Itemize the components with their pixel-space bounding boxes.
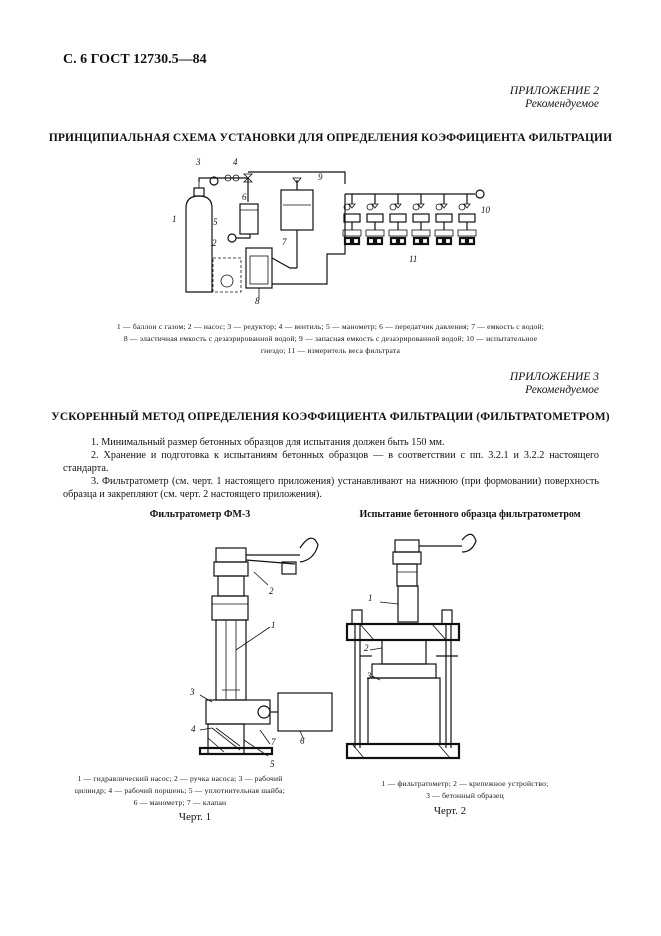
fig1-caption: 1 — гидравлический насос; 2 — ручка насоса; 3 — рабочий цилиндр; 4 — рабочий поршень; 5 — уплотнительная шайба; 6 — манометр; 7 — клапан [74, 774, 286, 807]
method-paragraph-2: 2. Хранение и подготовка к испытаниям бетонных образцов — в соответствии с пп. 3.2.1 и 3.2.2 настоящего стандарта. [63, 450, 599, 474]
scheme-label-6: 6 [242, 192, 247, 202]
method-paragraph-1: 1. Минимальный размер бетонных образцов для испытания должен быть 150 мм. [91, 437, 445, 448]
appendix-2-subtitle: Рекомендуемое [525, 98, 599, 110]
fig1-chert: Черт. 1 [178, 811, 212, 823]
scheme-label-3: 3 [196, 157, 201, 167]
fig2-label-2: 2 [364, 643, 369, 653]
method-paragraph-3: 3. Фильтратометр (см. черт. 1 настоящего приложения) устанавливают на нижнюю (при формовании) поверхность образца и закрепляют (см. черт. 2 настоящего приложения). [63, 476, 599, 500]
fig1-label-6: 6 [300, 736, 305, 746]
scheme-label-4: 4 [233, 157, 238, 167]
fig1-title: Фильтратометр ФМ-3 [149, 509, 251, 520]
fig2-label-1: 1 [368, 593, 373, 603]
appendix-3-subtitle: Рекомендуемое [525, 384, 599, 396]
appendix-3-title: ПРИЛОЖЕНИЕ 3 [509, 371, 599, 383]
scheme-label-10: 10 [481, 205, 490, 215]
fig1-label-3: 3 [190, 687, 195, 697]
fig1-label-1: 1 [271, 620, 276, 630]
fig1-label-4: 4 [191, 724, 196, 734]
scheme-label-1: 1 [172, 214, 177, 224]
scheme-label-7: 7 [282, 237, 287, 247]
scheme-legend: 1 — баллон с газом; 2 — насос; 3 — редуктор; 4 — вентиль; 5 — манометр; 6 — передатчик давления; 7 — емкость с водой; 8 — эластичная емкость с дезаэрированной водой; 9 — запасная емкость с дезаэрированной водой; 10 — испытательное гнездо; 11 — измеритель веса фильтрата [116, 322, 545, 355]
scheme-label-8: 8 [255, 296, 260, 306]
fig2-label-3: 3 [367, 671, 372, 681]
fig1-label-5: 5 [270, 759, 275, 769]
fig1-label-2: 2 [269, 586, 274, 596]
fig1-label-7: 7 [271, 737, 276, 747]
fig2-chert: Черт. 2 [433, 805, 467, 817]
method-title: УСКОРЕННЫЙ МЕТОД ОПРЕДЕЛЕНИЯ КОЭФФИЦИЕНТА ФИЛЬТРАЦИИ (ФИЛЬТРАТОМЕТРОМ) [51, 411, 610, 423]
scheme-label-2: 2 [212, 238, 217, 248]
appendix-2-title: ПРИЛОЖЕНИЕ 2 [509, 85, 599, 97]
page-header: С. 6 ГОСТ 12730.5—84 [63, 52, 207, 67]
fig2-caption: 1 — фильтратометр; 2 — крепежное устройство; 3 — бетонный образец [381, 779, 549, 800]
scheme-title: ПРИНЦИПИАЛЬНАЯ СХЕМА УСТАНОВКИ ДЛЯ ОПРЕДЕЛЕНИЯ КОЭФФИЦИЕНТА ФИЛЬТРАЦИИ [48, 132, 613, 144]
fig2-title: Испытание бетонного образца фильтратометром [359, 509, 581, 520]
scheme-label-9: 9 [318, 172, 323, 182]
scheme-label-5: 5 [213, 217, 218, 227]
scheme-label-11: 11 [409, 254, 418, 264]
